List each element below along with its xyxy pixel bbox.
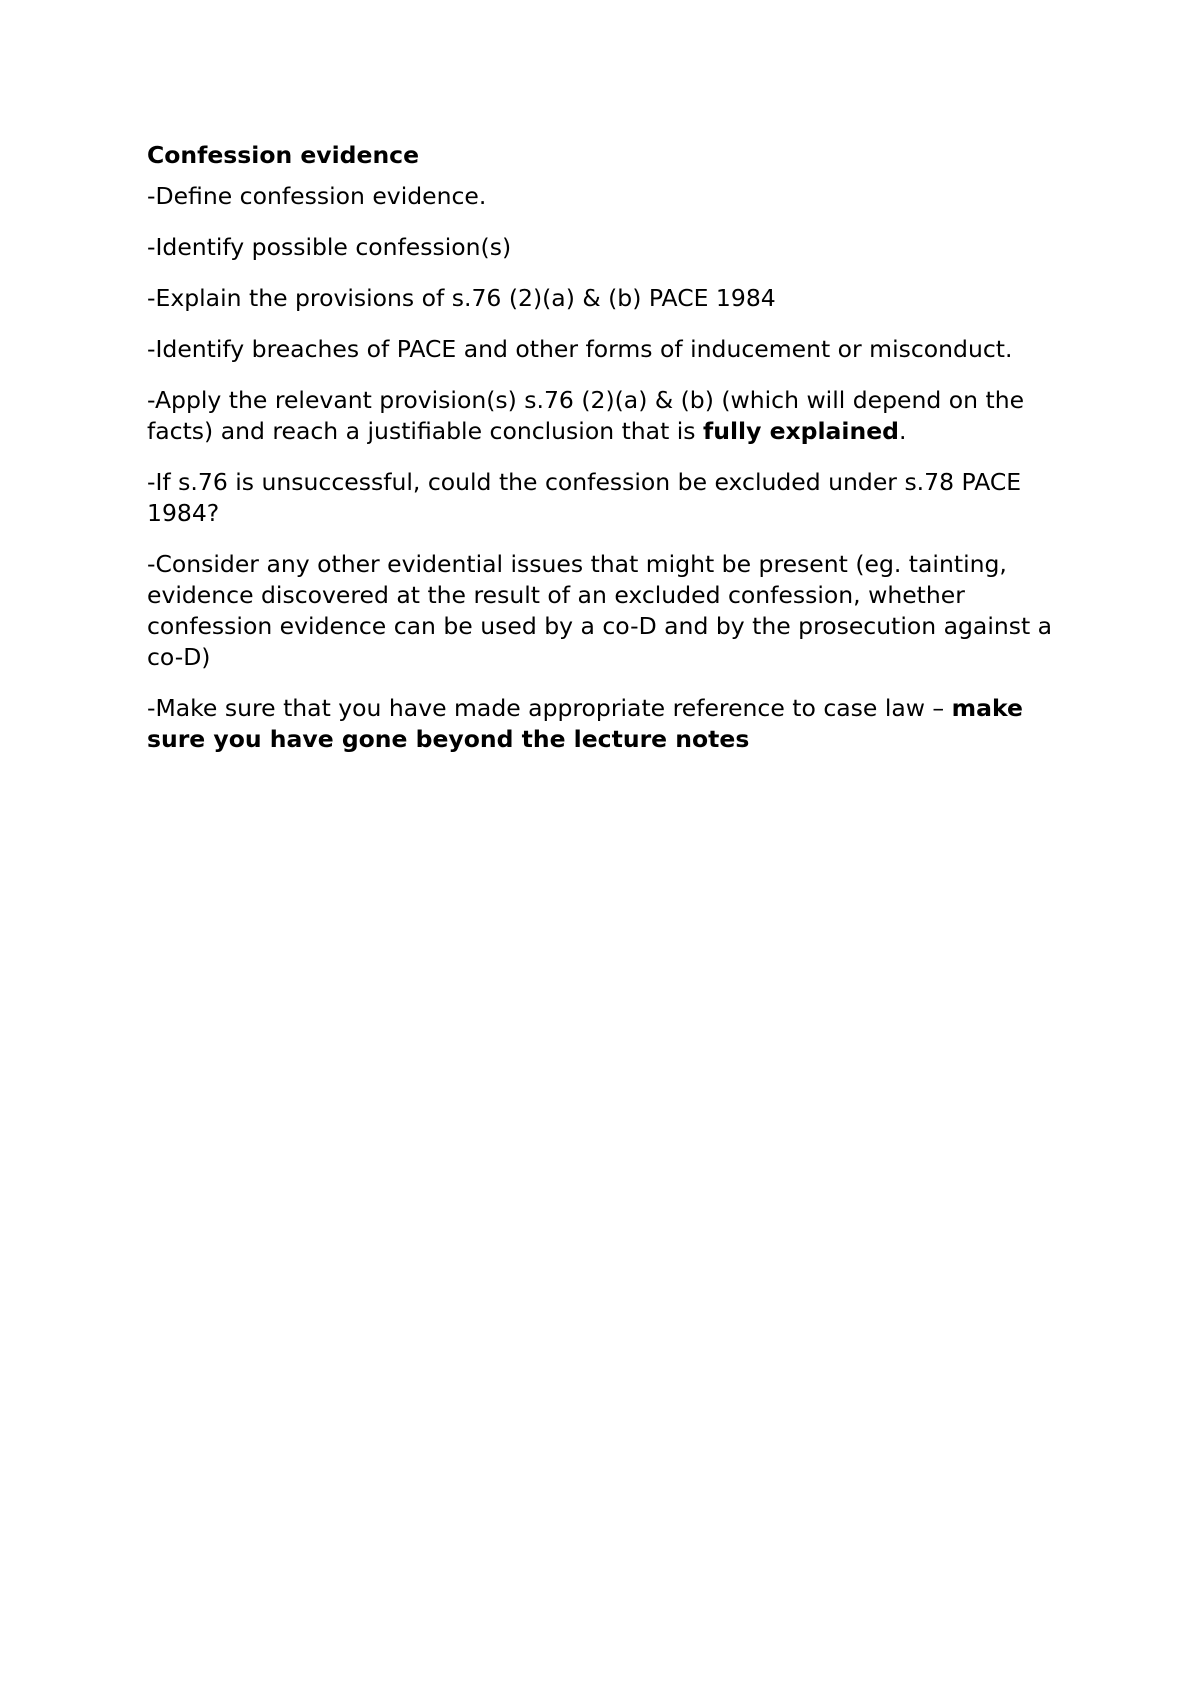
list-item-s78: -If s.76 is unsuccessful, could the confession be excluded under s.78 PACE 1984? (147, 468, 1022, 527)
document-body (147, 140, 1077, 775)
list-item-case-law (147, 693, 1077, 755)
bold-emphasis: make sure you have gone beyond the lecture notes (147, 694, 1023, 753)
list-item-text: . (898, 417, 907, 445)
list-item-identify-breaches: -Identify breaches of PACE and other forms of inducement or misconduct. (147, 335, 1013, 363)
list-item-text: -Apply the relevant provision(s) s.76 (2)(a) & (b) (which will depend on the facts) and reach a justifiable conclusion that is (147, 386, 1025, 445)
list-item-explain-provisions: -Explain the provisions of s.76 (2)(a) & (b) PACE 1984 (147, 284, 776, 312)
document-title: Confession evidence (147, 141, 420, 169)
list-item-define: -Define confession evidence. (147, 182, 487, 210)
list-item-apply-provisions (147, 385, 1077, 447)
bold-emphasis: fully explained (703, 417, 899, 445)
list-item-text: -Make sure that you have made appropriate reference to case law – (147, 694, 952, 722)
list-item-identify-confessions: -Identify possible confession(s) (147, 233, 512, 261)
list-item-other-issues: -Consider any other evidential issues that might be present (eg. tainting, evidence discovered at the result of an excluded confession, whether confession evidence can be used by a co-D and by the prosecution against a co-D) (147, 550, 1053, 671)
